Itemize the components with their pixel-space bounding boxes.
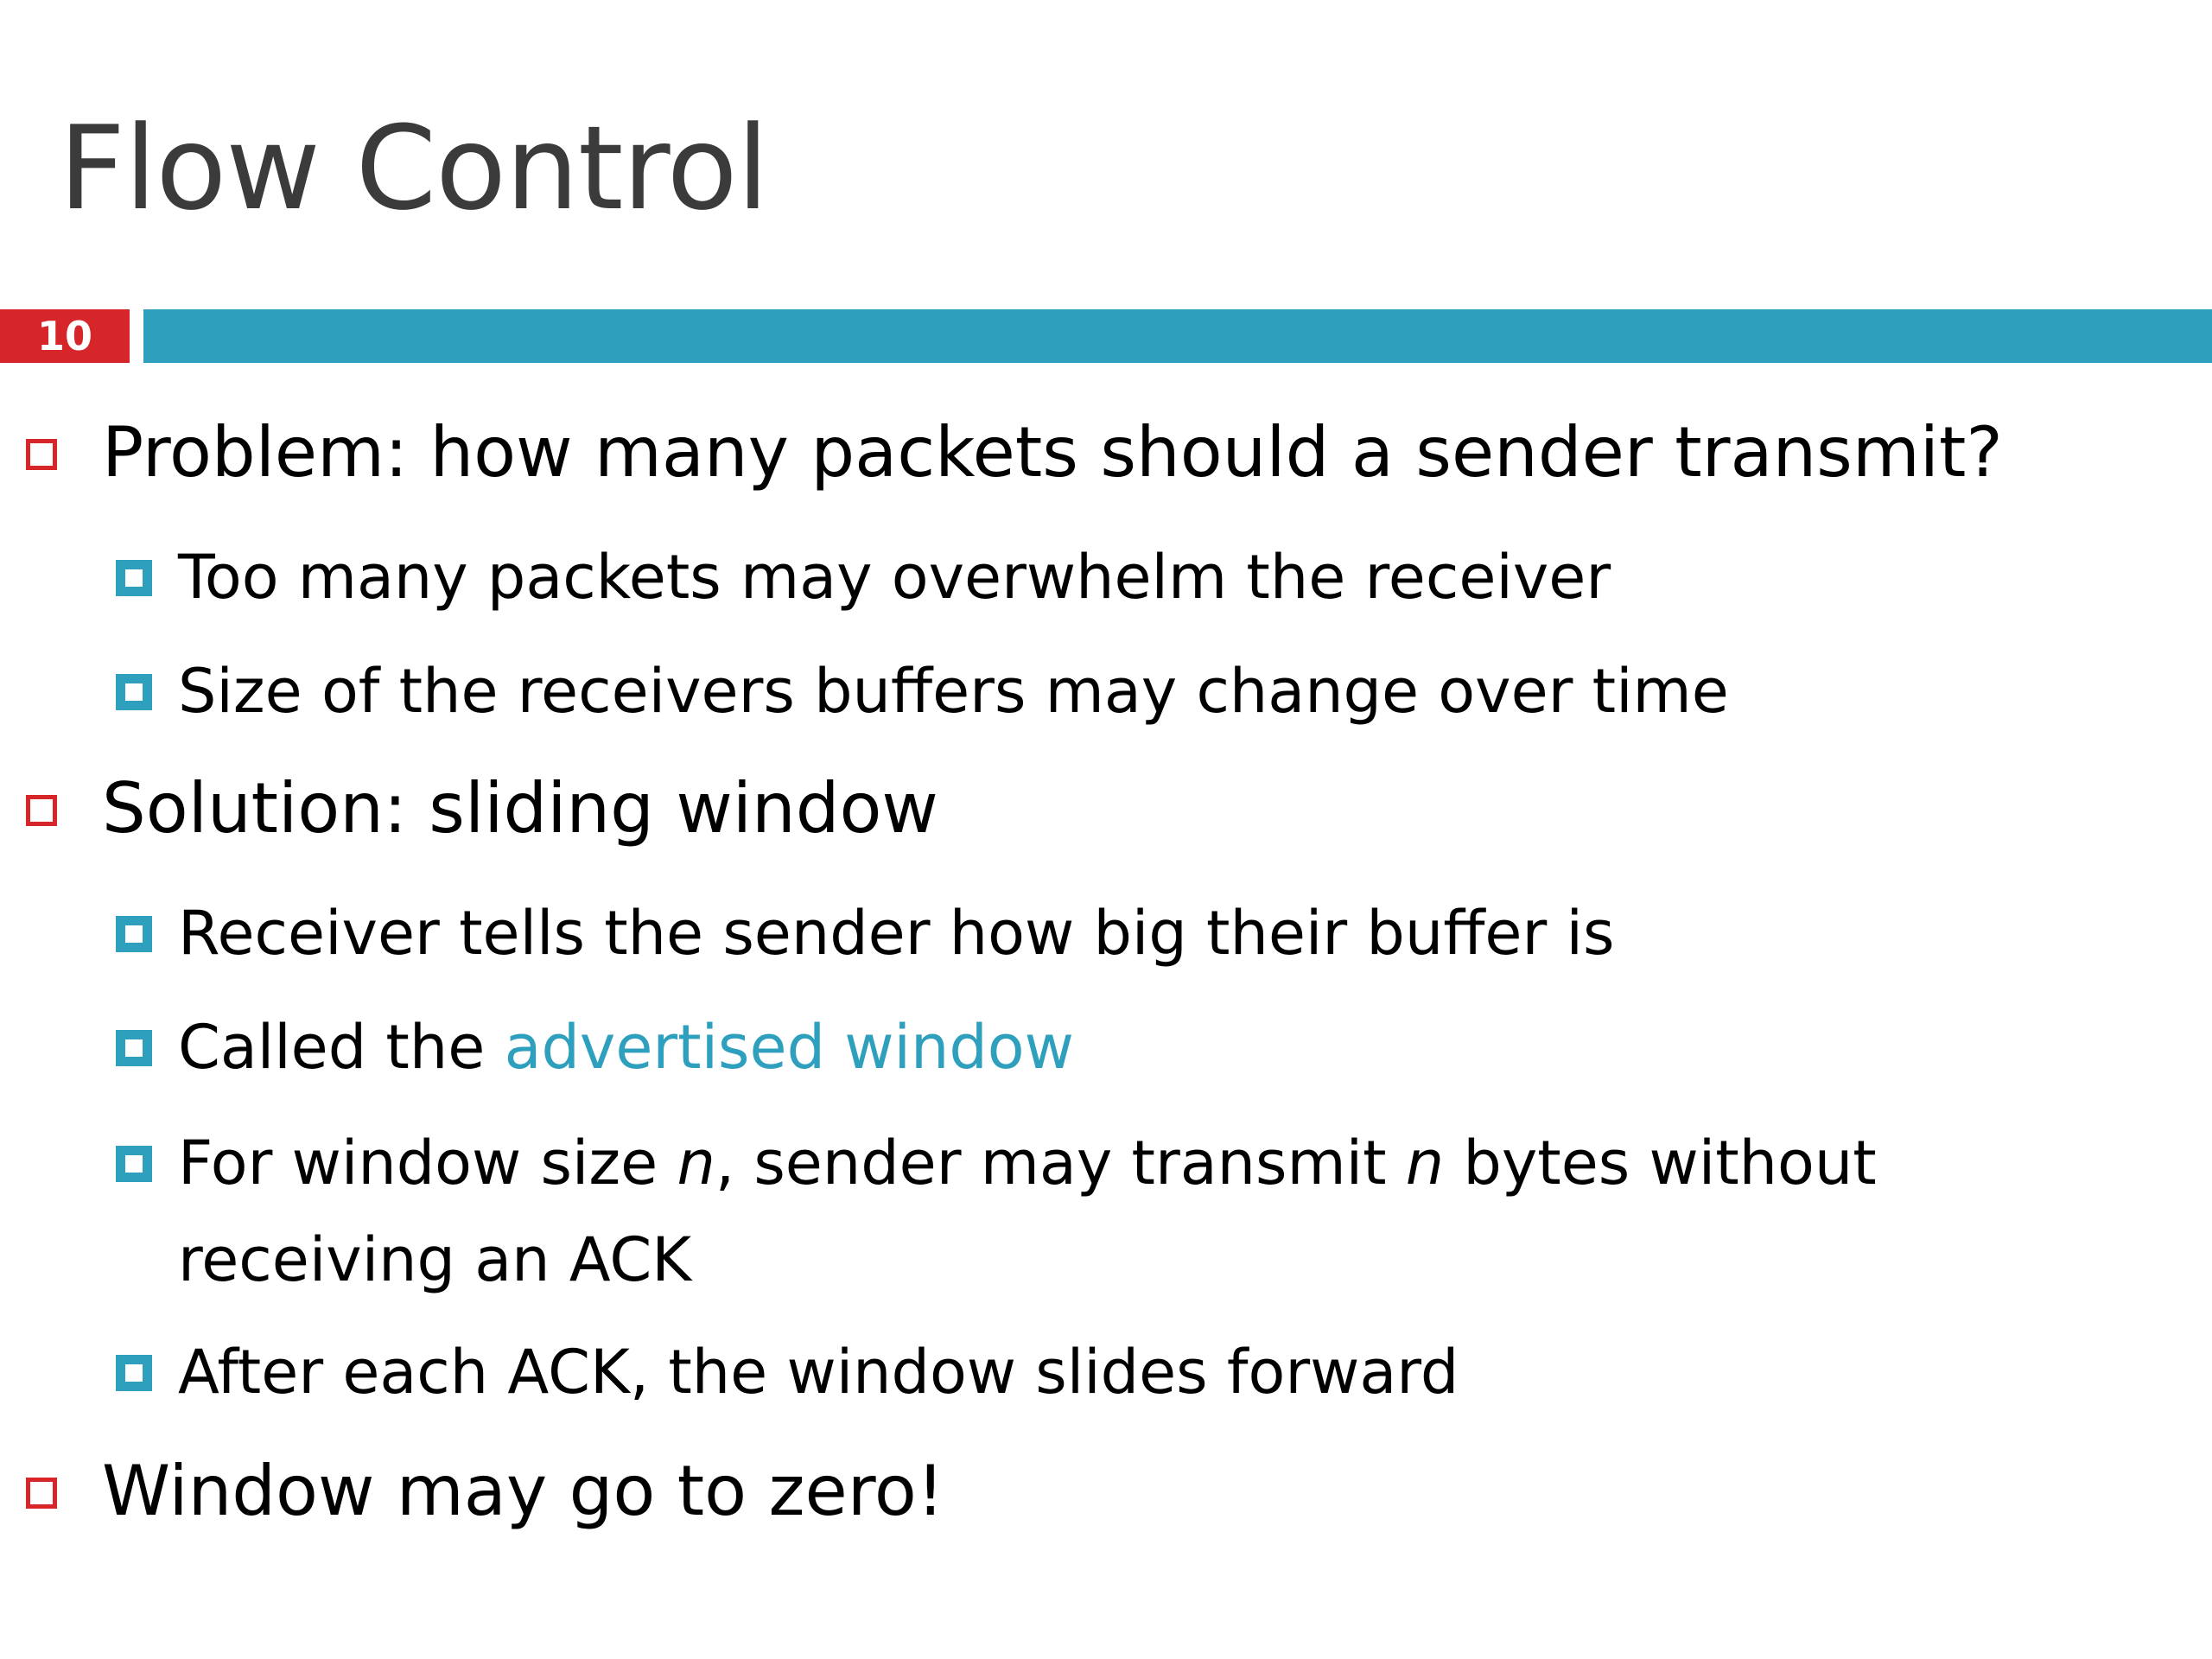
variable-n: n <box>677 1128 715 1198</box>
bullet-text: Called the <box>178 1012 505 1083</box>
variable-n: n <box>1405 1128 1445 1198</box>
highlighted-term: advertised window <box>504 1012 1074 1083</box>
sub-bullet-overwhelm <box>178 529 2079 626</box>
square-bullet-icon <box>26 439 57 470</box>
bullet-text: Problem: how many packets should a sender transmit? <box>102 412 2003 493</box>
bullet-text: bytes without receiving an ACK <box>178 1128 1877 1295</box>
sub-bullet-advertised-window <box>178 999 2079 1096</box>
sub-bullet-receiver-tells <box>178 885 2079 982</box>
header-bar <box>143 309 2212 363</box>
square-bullet-icon <box>116 916 152 952</box>
slide-title: Flow Control <box>59 101 768 236</box>
bullet-text: Window may go to zero! <box>102 1451 944 1531</box>
square-bullet-icon <box>116 560 152 596</box>
bullet-solution <box>102 769 938 849</box>
square-bullet-icon <box>116 1146 152 1182</box>
bullet-problem <box>102 413 2003 493</box>
sub-bullet-buffer-size <box>178 643 2079 740</box>
bullet-text: , sender may transmit <box>715 1128 1406 1198</box>
square-bullet-icon <box>116 1355 152 1391</box>
square-bullet-icon <box>116 1030 152 1066</box>
square-bullet-icon <box>116 674 152 710</box>
bullet-text: Receiver tells the sender how big their buffer is <box>178 898 1615 969</box>
sub-bullet-window-size <box>178 1115 2079 1308</box>
bullet-text: For window size <box>178 1128 677 1198</box>
bullet-text: Too many packets may overwhelm the receiver <box>178 542 1611 613</box>
sub-bullet-window-slides <box>178 1324 2079 1421</box>
square-bullet-icon <box>26 1478 57 1509</box>
slide-number-badge: 10 <box>0 309 130 363</box>
bullet-window-zero <box>102 1452 944 1531</box>
bullet-text: Size of the receivers buffers may change over time <box>178 656 1729 727</box>
bullet-text: Solution: sliding window <box>102 768 938 849</box>
square-bullet-icon <box>26 795 57 826</box>
bullet-text: After each ACK, the window slides forward <box>178 1337 1459 1408</box>
